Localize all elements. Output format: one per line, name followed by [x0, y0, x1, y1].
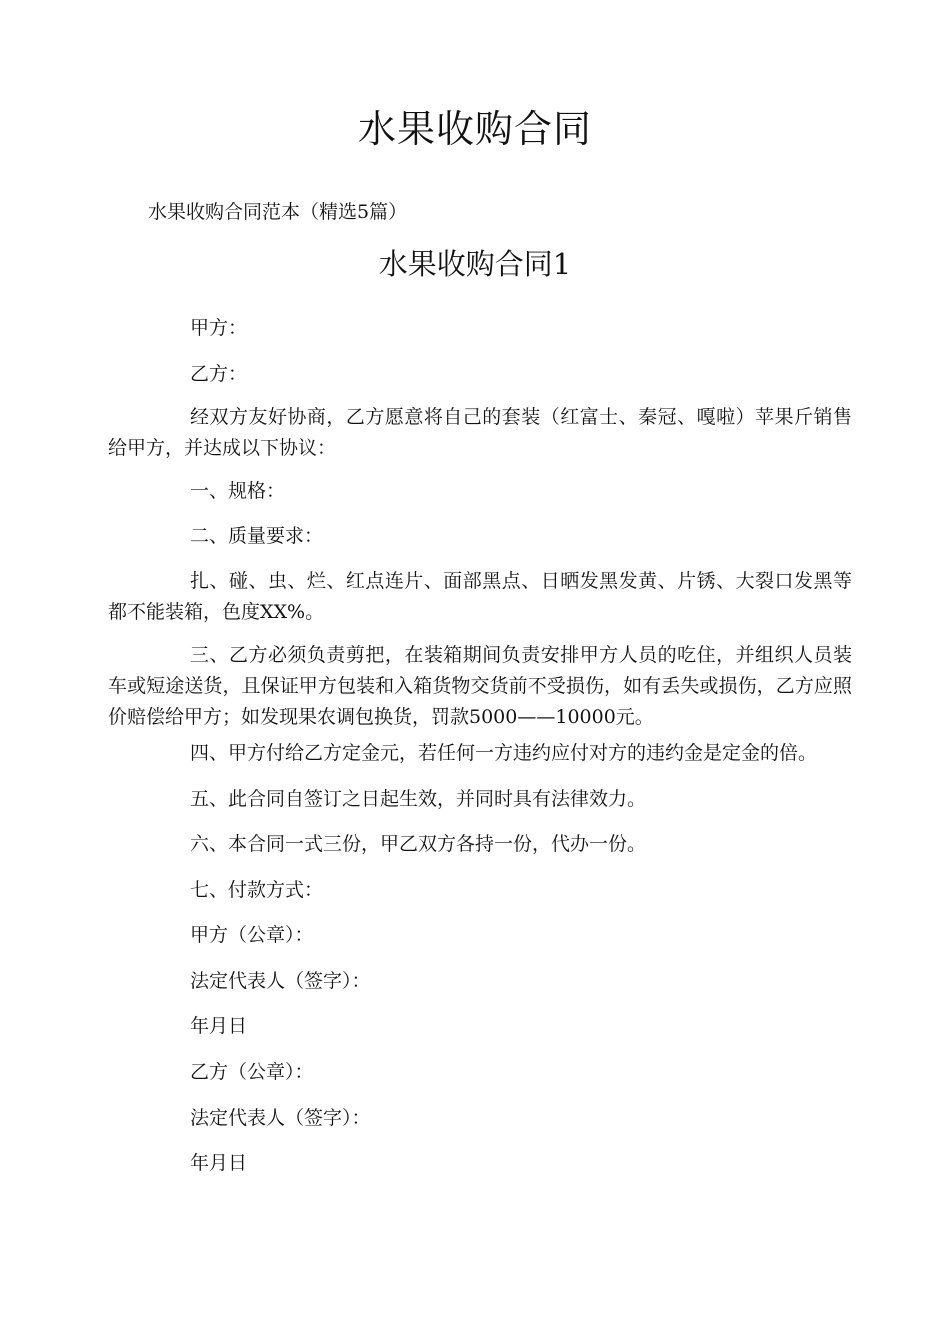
party-b-seal-line: 乙方（公章）： [190, 1061, 314, 1083]
agreement-intro-paragraph: 经双方友好协商，乙方愿意将自己的套装（红富士、秦冠、嘎啦）苹果斤销售给甲方，并达成以下协议： [108, 406, 852, 459]
document-subtitle: 水果收购合同范本（精选5篇） [148, 201, 408, 223]
clause-three-paragraph: 三、乙方必须负责剪把，在装箱期间负责安排甲方人员的吃住，并组织人员装车或短途送货，且保证甲方包装和入箱货物交货前不受损伤，如有丢失或损伤，乙方应照价赔偿给甲方；如发现果农调包换货，罚款5000——10000元。 [108, 644, 852, 728]
party-b-date-line: 年月日 [190, 1152, 248, 1174]
party-a-representative-line: 法定代表人（签字）： [190, 970, 371, 992]
party-a-line: 甲方： [190, 317, 248, 339]
clause-five-paragraph: 五、此合同自签订之日起生效，并同时具有法律效力。 [190, 788, 647, 810]
clause-quality-heading: 二、质量要求： [190, 525, 324, 547]
section-title: 水果收购合同1 [378, 247, 572, 281]
party-b-representative-line: 法定代表人（签字）： [190, 1107, 371, 1129]
clause-six-paragraph: 六、本合同一式三份，甲乙双方各持一份，代办一份。 [190, 833, 647, 855]
party-b-line: 乙方： [190, 363, 248, 385]
clause-seven-paragraph: 七、付款方式： [190, 879, 324, 901]
party-a-date-line: 年月日 [190, 1015, 248, 1037]
party-a-seal-line: 甲方（公章）： [190, 924, 314, 946]
clause-specification: 一、规格： [190, 480, 286, 502]
quality-requirements-paragraph: 扎、碰、虫、烂、红点连片、面部黑点、日晒发黑发黄、片锈、大裂口发黑等都不能装箱，色度XX%。 [108, 570, 852, 623]
clause-four-paragraph: 四、甲方付给乙方定金元，若任何一方违约应付对方的违约金是定金的倍。 [190, 742, 818, 764]
document-title: 水果收购合同 [357, 107, 592, 151]
